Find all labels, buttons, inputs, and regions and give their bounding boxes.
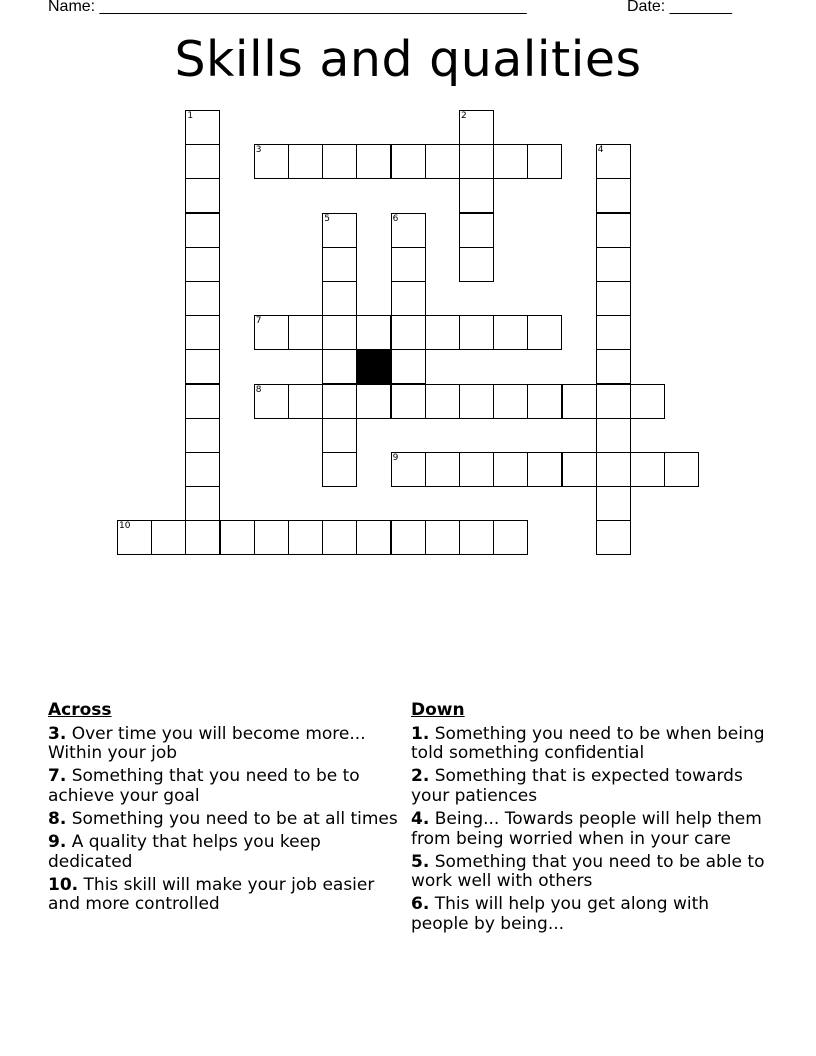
clue-number-label: 2	[461, 111, 467, 121]
grid-cell[interactable]	[322, 144, 357, 179]
clue-number: 10.	[48, 874, 79, 895]
across-clues	[48, 701, 403, 918]
across-clue	[48, 810, 403, 830]
clue-text: Something that you need to be able to work well with others	[411, 851, 765, 892]
clue-number: 1.	[411, 723, 430, 744]
grid-cell[interactable]	[185, 315, 220, 350]
grid-cell[interactable]	[391, 144, 426, 179]
grid-cell[interactable]	[596, 178, 631, 213]
clue-number: 9.	[48, 832, 67, 853]
grid-cell[interactable]	[527, 315, 562, 350]
grid-cell[interactable]	[459, 452, 494, 487]
grid-cell[interactable]	[493, 452, 528, 487]
clue-number: 7.	[48, 766, 67, 787]
grid-block-cell	[356, 349, 391, 384]
clue-number: 5.	[411, 851, 430, 872]
grid-cell[interactable]	[185, 281, 220, 316]
grid-cell[interactable]	[459, 315, 494, 350]
grid-cell[interactable]	[459, 213, 494, 248]
page-title: Skills and qualities	[174, 31, 642, 88]
grid-cell[interactable]	[391, 213, 426, 248]
grid-cell[interactable]	[391, 452, 426, 487]
grid-cell[interactable]	[596, 315, 631, 350]
clue-text: This will help you get along with people by being...	[411, 894, 710, 934]
grid-cell[interactable]	[322, 349, 357, 384]
grid-cell[interactable]	[254, 520, 289, 555]
grid-cell[interactable]	[425, 384, 460, 419]
grid-cell[interactable]	[630, 384, 665, 419]
clue-text: Something you need to be when being told something confidential	[411, 723, 765, 764]
grid-cell[interactable]	[185, 520, 220, 555]
grid-cell[interactable]	[322, 247, 357, 282]
clue-number: 3.	[48, 723, 67, 744]
clue-text: Over time you will become more... Within your job	[48, 723, 366, 764]
clue-number-label: 7	[255, 316, 262, 327]
down-clue	[411, 725, 766, 764]
grid-cell[interactable]	[288, 520, 323, 555]
grid-cell[interactable]	[322, 281, 357, 316]
grid-cell[interactable]	[527, 144, 562, 179]
clue-number-label: 1	[187, 111, 194, 121]
clue-number: 6.	[411, 894, 430, 915]
grid-cell[interactable]	[288, 384, 323, 419]
clue-number-label: 4	[597, 145, 604, 156]
grid-cell[interactable]	[322, 520, 357, 555]
down-clue	[411, 767, 766, 806]
grid-cell[interactable]	[356, 520, 391, 555]
across-clue	[48, 767, 403, 806]
grid-cell[interactable]	[322, 418, 357, 453]
grid-cell[interactable]	[596, 452, 631, 487]
grid-cell[interactable]	[425, 315, 460, 350]
grid-cell[interactable]	[391, 315, 426, 350]
clue-text: A quality that helps you keep dedicated	[48, 832, 321, 872]
clue-number-label: 10	[119, 521, 131, 532]
grid-cell[interactable]	[493, 144, 528, 179]
grid-cell[interactable]	[322, 452, 357, 487]
clue-number-label: 6	[392, 213, 399, 224]
across-heading: Across	[48, 700, 112, 720]
grid-cell[interactable]	[185, 418, 220, 453]
down-clue	[411, 810, 766, 849]
grid-cell[interactable]	[185, 110, 220, 145]
clue-text: Something that is expected towards your patiences	[411, 766, 743, 806]
across-clue	[48, 833, 403, 872]
grid-cell[interactable]	[322, 213, 357, 248]
grid-cell[interactable]	[254, 144, 289, 179]
grid-cell[interactable]	[459, 384, 494, 419]
grid-cell[interactable]	[596, 247, 631, 282]
grid-cell[interactable]	[391, 384, 426, 419]
down-clue	[411, 853, 766, 892]
grid-cell[interactable]	[185, 486, 220, 521]
grid-cell[interactable]	[391, 349, 426, 384]
grid-cell[interactable]	[391, 247, 426, 282]
grid-cell[interactable]	[596, 486, 631, 521]
down-clue	[411, 895, 766, 934]
grid-cell[interactable]	[322, 384, 357, 419]
grid-cell[interactable]	[493, 520, 528, 555]
clue-number-label: 9	[392, 453, 399, 463]
grid-cell[interactable]	[596, 213, 631, 248]
grid-cell[interactable]	[493, 315, 528, 350]
grid-cell[interactable]	[288, 315, 323, 350]
clue-number: 2.	[411, 766, 430, 787]
grid-cell[interactable]	[596, 281, 631, 316]
grid-cell[interactable]	[459, 110, 494, 145]
date-field: Date: _______	[627, 0, 732, 15]
grid-cell[interactable]	[630, 452, 665, 487]
grid-cell[interactable]	[288, 144, 323, 179]
grid-cell[interactable]	[391, 281, 426, 316]
grid-cell[interactable]	[425, 520, 460, 555]
grid-cell[interactable]	[664, 452, 699, 487]
grid-cell[interactable]	[391, 520, 426, 555]
grid-cell[interactable]	[527, 384, 562, 419]
grid-cell[interactable]	[254, 315, 289, 350]
grid-cell[interactable]	[459, 520, 494, 555]
grid-cell[interactable]	[562, 452, 597, 487]
clue-text: Being... Towards people will help them from being worried when in your care	[411, 808, 762, 849]
clue-number-label: 8	[255, 384, 262, 395]
grid-cell[interactable]	[562, 384, 597, 419]
grid-cell[interactable]	[459, 144, 494, 179]
grid-cell[interactable]	[185, 452, 220, 487]
grid-cell[interactable]	[185, 247, 220, 282]
down-heading: Down	[411, 700, 465, 720]
clue-text: This skill will make your job easier and more controlled	[48, 874, 375, 915]
grid-cell[interactable]	[493, 384, 528, 419]
grid-cell[interactable]	[596, 520, 631, 555]
grid-cell[interactable]	[356, 384, 391, 419]
down-clues	[411, 701, 766, 938]
grid-cell[interactable]	[596, 384, 631, 419]
grid-cell[interactable]	[596, 144, 631, 179]
grid-cell[interactable]	[425, 452, 460, 487]
grid-cell[interactable]	[459, 247, 494, 282]
grid-cell[interactable]	[185, 178, 220, 213]
grid-cell[interactable]	[185, 384, 220, 419]
across-clue	[48, 725, 403, 764]
grid-cell[interactable]	[151, 520, 186, 555]
clue-number-label: 5	[324, 213, 330, 224]
grid-cell[interactable]	[254, 384, 289, 419]
clue-number-label: 3	[255, 145, 262, 156]
grid-cell[interactable]	[356, 144, 391, 179]
clue-number: 8.	[48, 808, 67, 829]
across-clue	[48, 876, 403, 915]
grid-cell[interactable]	[185, 144, 220, 179]
grid-cell[interactable]	[596, 418, 631, 453]
grid-cell[interactable]	[185, 213, 220, 248]
clue-text: Something that you need to be to achieve your goal	[48, 766, 360, 806]
clue-number: 4.	[411, 808, 430, 829]
clue-text: Something you need to be at all times	[71, 808, 398, 829]
grid-cell[interactable]	[425, 144, 460, 179]
grid-cell[interactable]	[527, 452, 562, 487]
grid-cell[interactable]	[459, 178, 494, 213]
grid-cell[interactable]	[185, 349, 220, 384]
grid-cell[interactable]	[117, 520, 152, 555]
name-field: Name: ________________________________________________	[48, 0, 527, 15]
grid-cell[interactable]	[356, 315, 391, 350]
grid-cell[interactable]	[596, 349, 631, 384]
grid-cell[interactable]	[322, 315, 357, 350]
grid-cell[interactable]	[220, 520, 255, 555]
